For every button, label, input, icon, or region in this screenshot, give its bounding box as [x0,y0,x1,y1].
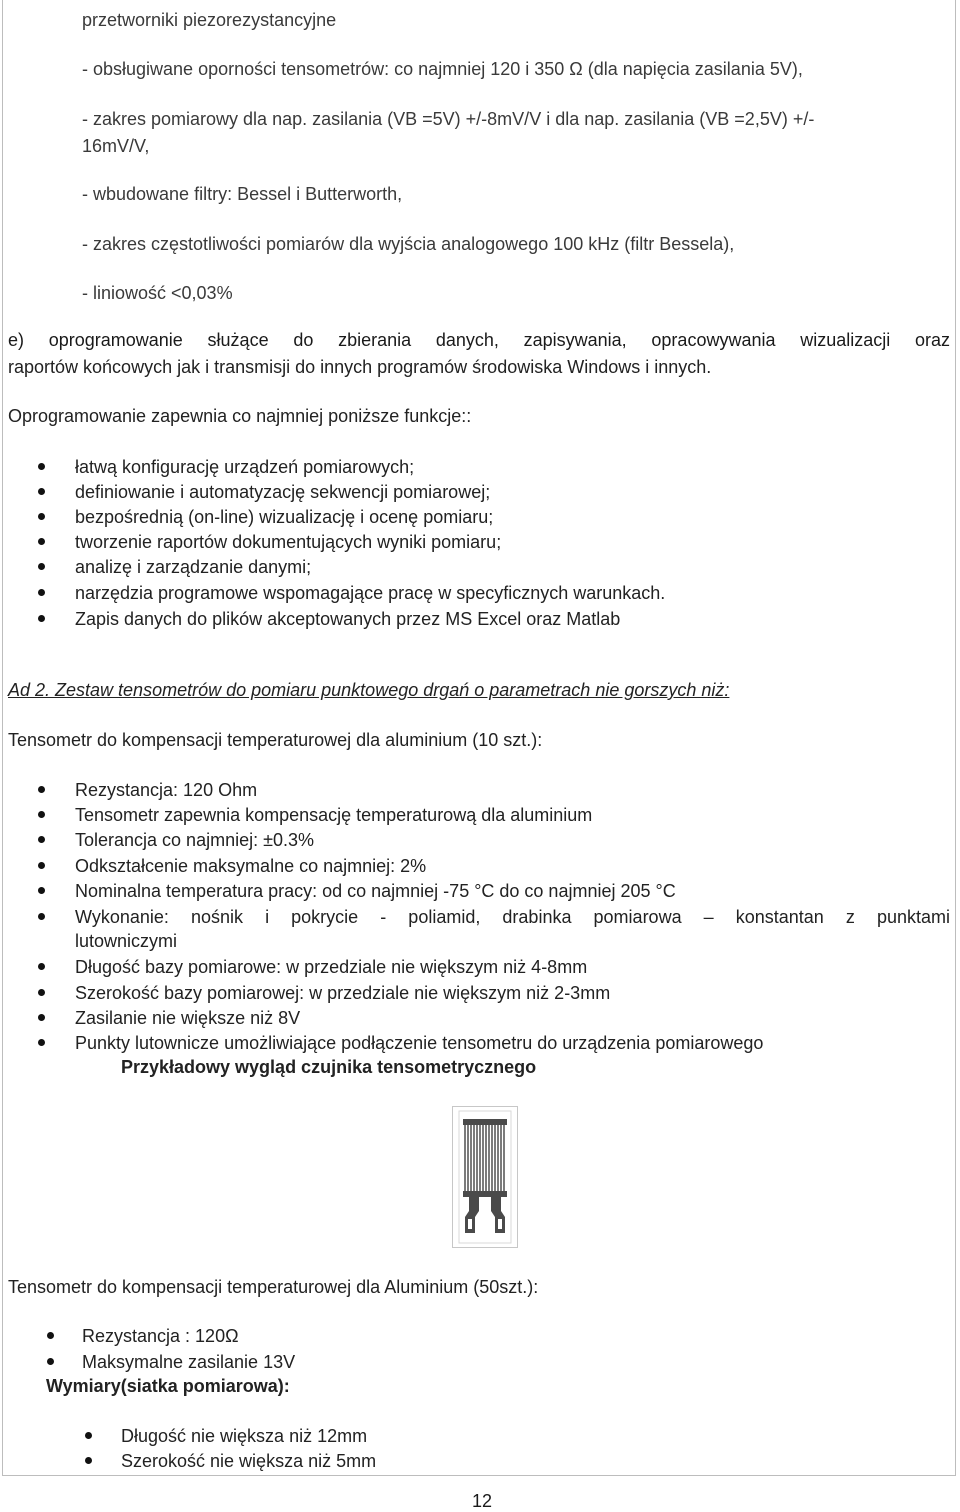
feature-item: łatwą konfigurację urządzeń pomiarowych; [75,457,415,477]
spec-item: Zasilanie nie większe niż 8V [75,1008,301,1028]
strain-gauge-image [452,1106,518,1248]
section-heading-ad2: Ad 2. Zestaw tensometrów do pomiaru punktowego drgań o parametrach nie gorszych niż: [8,680,730,700]
dimensions-heading: Wymiary(siatka pomiarowa): [46,1376,290,1396]
list-item: - wbudowane filtry: Bessel i Butterworth, [82,184,403,204]
bullet-icon [38,811,45,818]
bullet-icon [38,615,45,622]
list-item: - obsługiwane oporności tensometrów: co najmniej 120 i 350 Ω (dla napięcia zasilania 5V), [82,59,803,79]
bullet-icon [47,1358,54,1365]
spec-item: Maksymalne zasilanie 13V [82,1352,296,1372]
spec-item: Nominalna temperatura pracy: od co najmniej -75 °C do co najmniej 205 °C [75,881,676,901]
spec-item: Długość bazy pomiarowe: w przedziale nie większym niż 4-8mm [75,957,588,977]
bullet-icon [38,1039,45,1046]
feature-item: narzędzia programowe wspomagające pracę w specyficznych warunkach. [75,583,666,603]
dimension-item: Szerokość nie większa niż 5mm [121,1451,377,1471]
bullet-icon [38,862,45,869]
feature-item: Zapis danych do plików akceptowanych przez MS Excel oraz Matlab [75,609,621,629]
page-number: 12 [472,1491,493,1511]
subtitle-aluminium-50: Tensometr do kompensacji temperaturowej dla Aluminium (50szt.): [8,1277,539,1297]
bullet-icon [38,563,45,570]
bullet-icon [38,589,45,596]
bullet-icon [85,1432,92,1439]
list-item: - zakres pomiarowy dla nap. zasilania (VB =5V) +/-8mV/V i dla nap. zasilania (VB =2,5V) +/- [82,109,815,129]
feature-item: definiowanie i automatyzację sekwencji pomiarowej; [75,482,491,502]
feature-item: analizę i zarządzanie danymi; [75,557,312,577]
subtitle-aluminium-10: Tensometr do kompensacji temperaturowej dla aluminium (10 szt.): [8,730,543,750]
software-intro: Oprogramowanie zapewnia co najmniej poniższe funkcje:: [8,406,472,426]
list-item: - liniowość <0,03% [82,283,233,303]
spec-item: Wykonanie: nośnik i pokrycie - poliamid, drabinka pomiarowa – konstantan z punktami [75,907,950,927]
intro-line: przetworniki piezorezystancyjne [82,10,337,30]
spec-item: Szerokość bazy pomiarowej: w przedziale nie większym niż 2-3mm [75,983,611,1003]
software-paragraph-line-1: e) oprogramowanie służące do zbierania danych, zapisywania, opracowywania wizualizacji oraz [8,330,950,350]
figure-caption: Przykładowy wygląd czujnika tensometrycznego [121,1057,537,1077]
bullet-icon [38,538,45,545]
feature-item: bezpośrednią (on-line) wizualizację i ocenę pomiaru; [75,507,494,527]
list-item: 16mV/V, [82,136,150,156]
dimension-item: Długość nie większa niż 12mm [121,1426,368,1446]
bullet-icon [38,1014,45,1021]
bullet-icon [38,887,45,894]
bullet-icon [38,836,45,843]
spec-item: Rezystancja: 120 Ohm [75,780,258,800]
list-item: - zakres częstotliwości pomiarów dla wyjścia analogowego 100 kHz (filtr Bessela), [82,234,735,254]
bullet-icon [38,463,45,470]
bullet-icon [85,1457,92,1464]
spec-item: Tensometr zapewnia kompensację temperaturową dla aluminium [75,805,593,825]
bullet-icon [47,1332,54,1339]
bullet-icon [38,488,45,495]
bullet-icon [38,913,45,920]
bullet-icon [38,989,45,996]
feature-item: tworzenie raportów dokumentujących wyniki pomiaru; [75,532,502,552]
spec-item: Tolerancja co najmniej: ±0.3% [75,830,315,850]
software-paragraph-line-2: raportów końcowych jak i transmisji do innych programów środowiska Windows i innych. [8,357,712,377]
spec-item: Odkształcenie maksymalne co najmniej: 2% [75,856,427,876]
bullet-icon [38,513,45,520]
spec-item: Punkty lutownicze umożliwiające podłączenie tensometru do urządzenia pomiarowego [75,1033,764,1053]
spec-item-continuation: lutowniczymi [75,931,178,951]
spec-item: Rezystancja : 120Ω [82,1326,239,1346]
strain-gauge-icon [453,1107,517,1247]
bullet-icon [38,786,45,793]
bullet-icon [38,963,45,970]
